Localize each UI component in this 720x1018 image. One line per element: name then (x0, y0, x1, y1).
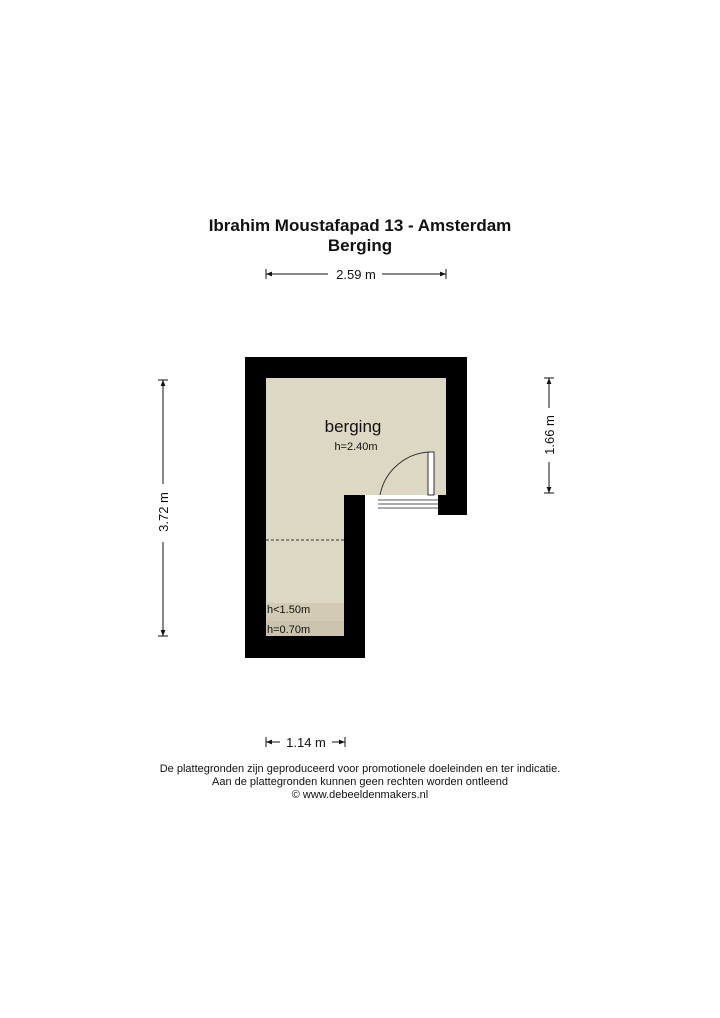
dimension-bottom-width-label: 1.14 m (286, 735, 326, 750)
low-zone-2-label: h=0.70m (267, 624, 311, 636)
disclaimer-line-2: Aan de plattegronden kunnen geen rechten worden ontleend (211, 776, 508, 788)
dimension-left-height-label: 3.72 m (156, 492, 171, 532)
dimension-left-height (156, 380, 171, 636)
dimension-top-width (266, 267, 446, 282)
dimension-bottom-width (266, 735, 345, 750)
disclaimer-line-1: De plattegronden zijn geproduceerd voor promotionele doeleinden en ter indicatie. (159, 763, 561, 775)
low-zone-1-label: h<1.50m (267, 604, 311, 616)
disclaimer (0, 763, 720, 802)
room-height-label: h=2.40m (334, 441, 378, 453)
copyright-link[interactable]: © www.debeeldenmakers.nl (291, 789, 429, 801)
dimension-top-width-label: 2.59 m (336, 267, 376, 282)
floor-subtitle: Berging (327, 236, 393, 255)
dimension-right-height-label: 1.66 m (542, 415, 557, 455)
dimension-right-height (542, 378, 557, 493)
room-name-label: berging (324, 417, 382, 436)
page-title: Ibrahim Moustafapad 13 - Amsterdam (208, 216, 512, 235)
